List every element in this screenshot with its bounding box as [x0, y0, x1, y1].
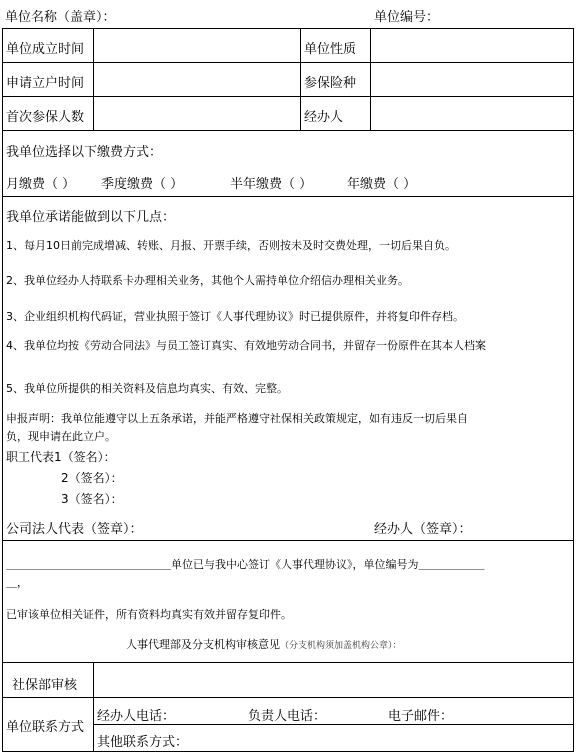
review-opinion-title: 人事代理部及分支机构审核意见 [126, 638, 280, 651]
col-divider [300, 28, 301, 130]
payment-option-halfyear: 半年缴费（ ） [230, 177, 313, 192]
verify-statement: 已审该单位相关证件，所有资料均真实有效并留存复印件。 [6, 608, 292, 621]
col-divider [93, 28, 94, 130]
row-divider [2, 62, 574, 63]
social-security-review-label: 社保部审核 [12, 678, 78, 693]
established-label: 单位成立时间 [6, 42, 85, 57]
agreement-line-1: ＿＿＿＿＿＿＿＿＿＿＿＿＿＿＿单位已与我中心签订《人事代理协议》，单位编号为＿＿＿＿＿＿ [6, 558, 485, 571]
row-divider [93, 724, 574, 725]
commitment-item-1: 1、每月10日前完成增减、转账、月报、开票手续，否则按未及时交费处理，一切后果自负。 [6, 239, 456, 252]
review-opinion [126, 636, 402, 652]
handler-phone-label: 经办人电话： [97, 709, 176, 724]
other-contact-label: 其他联系方式： [97, 735, 189, 750]
employee-rep-1: 职工代表1（签名）： [6, 450, 116, 464]
apply-time-label: 申请立户时间 [6, 76, 85, 91]
review-opinion-note: （分支机构须加盖机构公章）： [280, 641, 402, 651]
legal-rep-seal: 公司法人代表（签章）： [6, 522, 143, 537]
row-divider [2, 540, 574, 541]
nature-label: 单位性质 [304, 42, 357, 57]
first-count-label: 首次参保人数 [6, 110, 85, 125]
commitment-item-2: 2、我单位经办人持联系卡办理相关业务，其他个人需持单位介绍信办理相关业务。 [6, 274, 409, 287]
row-divider [2, 196, 574, 197]
insurance-label: 参保险种 [304, 76, 357, 91]
agreement-line-2: ＿， [6, 576, 28, 589]
unit-name-label: 单位名称（盖章）： [5, 10, 116, 25]
employee-rep-2: 2（签名）： [61, 471, 123, 485]
commitment-item-3: 3、企业组织机构代码证，营业执照于签订《人事代理协议》时已提供原件，并将复印件存档。 [6, 310, 464, 323]
leader-phone-label: 负责人电话： [248, 709, 327, 724]
table-bottom-border [2, 751, 574, 752]
row-divider [2, 697, 574, 698]
handler-label: 经办人 [304, 110, 344, 125]
declaration-line-1: 申报声明：我单位能遵守以上五条承诺，并能严格遵守社保相关政策规定，如有违反一切后果自 [6, 412, 468, 425]
commitment-item-4: 4、我单位均按《劳动合同法》与员工签订真实、有效地劳动合同书，并留存一份原件在其本人档案 [6, 339, 486, 352]
contact-label: 单位联系方式 [6, 720, 85, 735]
commitment-item-5: 5、我单位所提供的相关资料及信息均真实、有效、完整。 [6, 382, 288, 395]
row-divider [2, 130, 574, 131]
unit-number-label: 单位编号： [374, 10, 440, 25]
row-divider [2, 96, 574, 97]
payment-option-yearly: 年缴费（ ） [347, 177, 417, 192]
table-left-border [2, 28, 3, 752]
declaration-line-2: 负，现申请在此立户。 [6, 430, 116, 443]
payment-title: 我单位选择以下缴费方式： [6, 145, 163, 160]
email-label: 电子邮件： [388, 709, 454, 724]
col-divider [93, 662, 94, 752]
table-right-border [573, 28, 574, 752]
handler-seal: 经办人（签章）： [374, 522, 472, 537]
commitments-title: 我单位承诺能做到以下几点： [6, 210, 176, 225]
payment-option-quarterly: 季度缴费（ ） [101, 177, 184, 192]
col-divider [370, 28, 371, 130]
employee-rep-3: 3（签名）： [61, 492, 123, 506]
payment-option-monthly: 月缴费（ ） [6, 177, 76, 192]
row-divider [2, 662, 574, 663]
table-top-border [2, 28, 574, 29]
